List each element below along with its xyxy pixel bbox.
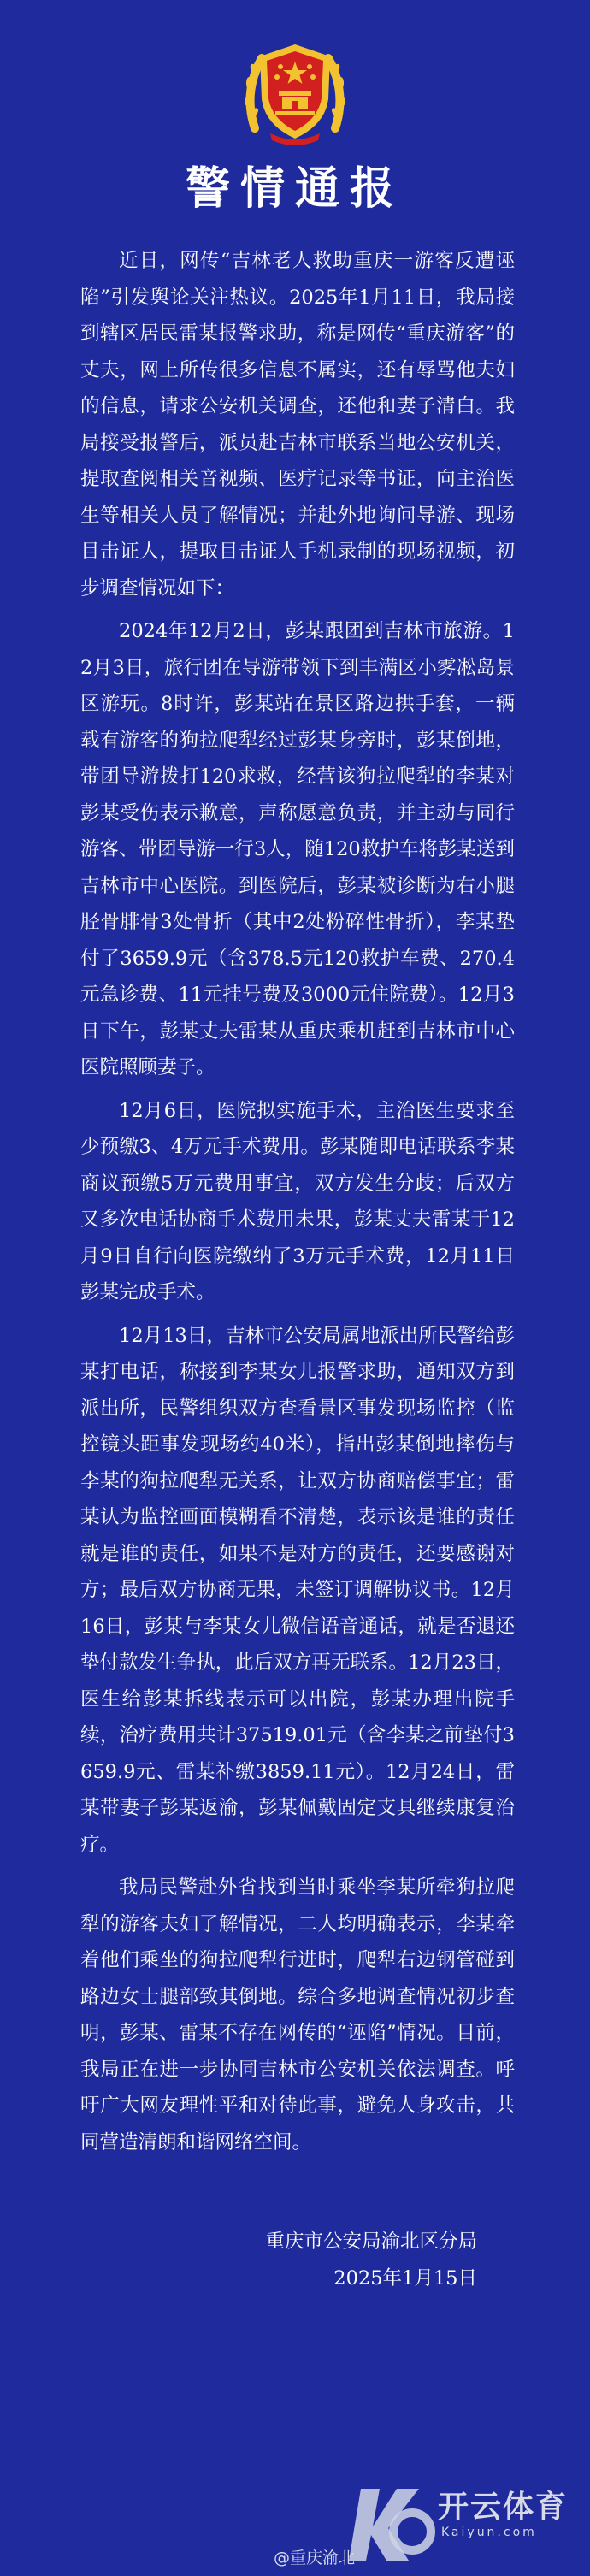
paragraph-intro: 近日，网传“吉林老人救助重庆一游客反遭诬陷”引发舆论关注热议。2025年1月11日，我局接到辖区居民雷某报警求助，称是网传“重庆游客”的丈夫，网上所传很多信息不属实，还有辱骂他夫妇的信息，请求公安机关调查，还他和妻子清白。我局接受报警后，派员赴吉林市联系当地公安机关，提取查阅相关音视频、医疗记录等书证，向主治医生等相关人员了解情况；并赴外地询问导游、现场目击证人，提取目击证人手机录制的现场视频，初步调查情况如下： xyxy=(80,250,515,600)
report-body xyxy=(80,243,515,2167)
watermark-sub: Kaiyun.com xyxy=(441,2526,537,2539)
signature-block xyxy=(80,2224,515,2296)
watermark-brand: 开云体育 xyxy=(438,2490,569,2525)
weibo-watermark: @重庆渝北 xyxy=(274,2549,356,2567)
paragraph-conclusion: 我局民警赴外省找到当时乘坐李某所牵狗拉爬犁的游客夫妇了解情况，二人均明确表示，李某牵着他们乘坐的狗拉爬犁行进时，爬犁右边钢管碰到路边女士腿部致其倒地。综合多地调查情况初步查明，彭某、雷某不存在网传的“诬陷”情况。目前，我局正在进一步协同吉林市公安机关依法调查。呼吁广大网友理性平和对待此事，避免人身攻击，共同营造清朗和谐网络空间。 xyxy=(80,1876,515,2154)
paragraph-incident: 2024年12月2日，彭某跟团到吉林市旅游。12月3日，旅行团在导游带领下到丰满区小雾凇岛景区游玩。8时许，彭某站在景区路边拱手套，一辆载有游客的狗拉爬犁经过彭某身旁时，彭某倒地，带团导游拨打120求救，经营该狗拉爬犁的李某对彭某受伤表示歉意，声称愿意负责，并主动与同行游客、带团导游一行3人，随120救护车将彭某送到吉林市中心医院。到医院后，彭某被诊断为右小腿胫骨腓骨3处骨折（其中2处粉碎性骨折），李某垫付了3659.9元（含378.5元120救护车费、270.4元急诊费、11元挂号费及3000元住院费）。12月3日下午，彭某丈夫雷某从重庆乘机赶到吉林市中心医院照顾妻子。 xyxy=(80,620,515,1078)
page-title: 警情通报 xyxy=(185,163,404,215)
issue-date: 2025年1月15日 xyxy=(333,2266,477,2289)
kaiyun-logo-icon xyxy=(345,2477,440,2566)
paragraph-mediation: 12月13日，吉林市公安局属地派出所民警给彭某打电话，称接到李某女儿报警求助，通知双方到派出所，民警组织双方查看景区事发现场监控（监控镜头距事发现场约40米），指出彭某倒地摔伤与李某的狗拉爬犁无关系，让双方协商赔偿事宜；雷某认为监控画面模糊看不清楚，表示该是谁的责任就是谁的责任，如果不是对方的责任，还要感谢对方；最后双方协商无果，未签订调解协议书。12月16日，彭某与李某女儿微信语音通话，就是否退还垫付款发生争执，此后双方再无联系。12月23日，医生给彭某拆线表示可以出院，彭某办理出院手续，治疗费用共计37519.01元（含李某之前垫付3659.9元、雷某补缴3859.11元）。12月24日，雷某带妻子彭某返渝，彭某佩戴固定支具继续康复治疗。 xyxy=(80,1324,515,1856)
paragraph-surgery: 12月6日，医院拟实施手术，主治医生要求至少预缴3、4万元手术费用。彭某随即电话联系李某商议预缴5万元费用事宜，双方发生分歧；后双方又多次电话协商手术费用未果，彭某丈夫雷某于12月9日自行向医院缴纳了3万元手术费，12月11日彭某完成手术。 xyxy=(80,1099,515,1303)
watermark-text xyxy=(438,2490,568,2540)
police-emblem-icon xyxy=(236,32,354,151)
issuer-name: 重庆市公安局渝北区分局 xyxy=(265,2230,477,2253)
